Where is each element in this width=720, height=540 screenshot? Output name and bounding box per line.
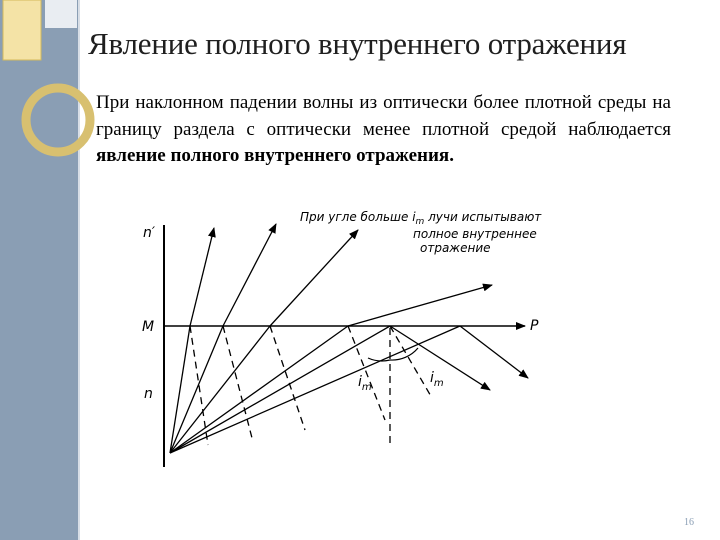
incident-ray-1 bbox=[170, 326, 190, 453]
total-reflection-rays bbox=[390, 326, 528, 390]
refracted-ray-2 bbox=[223, 224, 276, 326]
label-P: P bbox=[530, 318, 539, 334]
slide-number: 16 bbox=[684, 517, 694, 528]
annotation bbox=[300, 210, 542, 255]
incident-ray-5 bbox=[170, 326, 390, 453]
paragraph-emphasis: явление полного внутреннего отражения. bbox=[96, 145, 454, 166]
reflected-ray-2 bbox=[223, 326, 252, 438]
reflected-ray-1 bbox=[190, 326, 208, 445]
corner-square-yellow bbox=[3, 0, 41, 60]
label-M: M bbox=[142, 319, 155, 335]
slide-paragraph bbox=[96, 90, 671, 170]
annotation-line-3: отражение bbox=[420, 241, 491, 255]
reflected-rays bbox=[190, 326, 432, 445]
annotation-line-2: полное внутреннее bbox=[413, 227, 537, 241]
refracted-ray-3 bbox=[270, 230, 358, 326]
corner-square-light bbox=[45, 0, 77, 28]
incident-ray-6 bbox=[170, 326, 460, 453]
paragraph-text: При наклонном падении волны из оптически более плотной среды на границу раздела с оптически менее плотной средой наблюдается bbox=[96, 92, 671, 140]
label-critical-angle-left: $i_m$ bbox=[358, 374, 372, 393]
ring-decoration bbox=[26, 88, 90, 152]
incident-ray-3 bbox=[170, 326, 270, 453]
annotation-line-1: При угле больше $i_m$ лучи испытывают bbox=[300, 210, 542, 227]
refracted-ray-4 bbox=[348, 285, 492, 326]
slide-title: Явление полного внутреннего отражения bbox=[88, 26, 627, 61]
total-reflection-ray-2 bbox=[460, 326, 528, 378]
label-n-prime: n′ bbox=[143, 225, 156, 241]
total-internal-reflection-diagram bbox=[130, 200, 610, 480]
incident-rays bbox=[170, 326, 460, 453]
label-n: n bbox=[144, 386, 153, 402]
reflected-ray-5 bbox=[390, 326, 432, 398]
refracted-ray-1 bbox=[190, 228, 214, 326]
label-critical-angle-right: $i_m$ bbox=[430, 370, 444, 389]
